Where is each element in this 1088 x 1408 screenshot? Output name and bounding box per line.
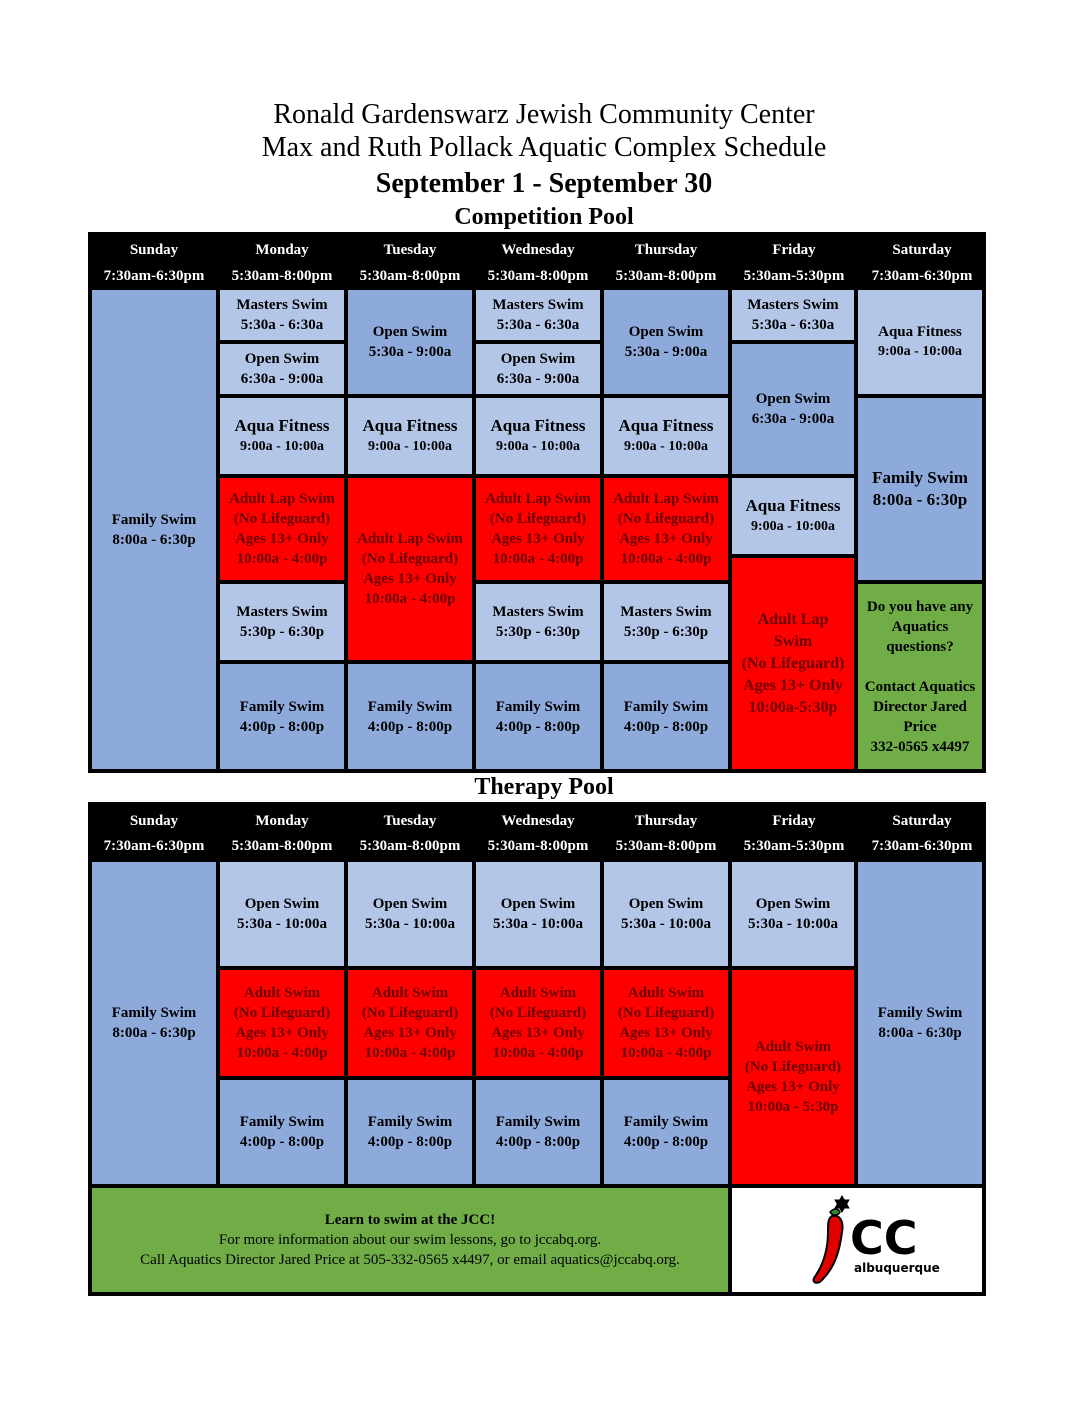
day-hours: 7:30am-6:30pm (103, 838, 205, 854)
logo-text: CC (850, 1211, 918, 1265)
ther-tuesday-open-swim: Open Swim 5:30a - 10:00a (344, 858, 476, 970)
comp-sunday-family-swim: Family Swim 8:00a - 6:30p (88, 286, 220, 773)
ther-thursday-open-swim: Open Swim 5:30a - 10:00a (600, 858, 732, 970)
day-hours: 5:30am-8:00pm (231, 838, 333, 854)
comp-friday-open-swim: Open Swim 6:30a - 9:00a (728, 340, 858, 478)
comp-monday-masters-pm: Masters Swim 5:30p - 6:30p (216, 580, 348, 664)
ther-thursday-adult-swim: Adult Swim (No Lifeguard) Ages 13+ Only 10:00a - 4:00p (600, 966, 732, 1080)
competition-day-header (88, 232, 986, 288)
day-hours: 5:30am-8:00pm (359, 268, 461, 284)
comp-thursday-adult-lap-swim: Adult Lap Swim (No Lifeguard) Ages 13+ Only 10:00a - 4:00p (600, 474, 732, 584)
comp-wednesday-adult-lap-swim: Adult Lap Swim (No Lifeguard) Ages 13+ Only 10:00a - 4:00p (472, 474, 604, 584)
day-hours: 5:30am-8:00pm (487, 838, 589, 854)
ther-sunday-family-swim: Family Swim 8:00a - 6:30p (88, 858, 220, 1188)
comp-saturday-family-swim: Family Swim 8:00a - 6:30p (854, 394, 986, 584)
comp-wednesday-masters-am: Masters Swim 5:30a - 6:30a (472, 286, 604, 344)
comp-wednesday-aqua-fitness: Aqua Fitness 9:00a - 10:00a (472, 394, 604, 478)
logo-subtext: albuquerque (854, 1261, 940, 1275)
comp-tuesday-aqua-fitness: Aqua Fitness 9:00a - 10:00a (344, 394, 476, 478)
center-name: Ronald Gardenswarz Jewish Community Center (273, 99, 815, 130)
comp-monday-open-swim: Open Swim 6:30a - 9:00a (216, 340, 348, 398)
day-name: Sunday (129, 813, 179, 829)
comp-monday-adult-lap-swim: Adult Lap Swim (No Lifeguard) Ages 13+ Only 10:00a - 4:00p (216, 474, 348, 584)
day-hours: 5:30am-5:30pm (743, 838, 845, 854)
comp-friday-masters-am: Masters Swim 5:30a - 6:30a (728, 286, 858, 344)
day-hours: 5:30am-5:30pm (743, 268, 845, 284)
comp-wednesday-masters-pm: Masters Swim 5:30p - 6:30p (472, 580, 604, 664)
day-hours: 5:30am-8:00pm (231, 268, 333, 284)
comp-friday-aqua-fitness: Aqua Fitness 9:00a - 10:00a (728, 474, 858, 558)
jcc-logo-box (728, 1184, 986, 1296)
ther-friday-adult-swim: Adult Swim (No Lifeguard) Ages 13+ Only 10:00a - 5:30p (728, 966, 858, 1188)
day-hours: 7:30am-6:30pm (871, 268, 973, 284)
day-hours: 5:30am-8:00pm (615, 838, 717, 854)
comp-thursday-aqua-fitness: Aqua Fitness 9:00a - 10:00a (600, 394, 732, 478)
day-name: Saturday (892, 813, 952, 829)
comp-monday-aqua-fitness: Aqua Fitness 9:00a - 10:00a (216, 394, 348, 478)
day-name: Thursday (634, 242, 698, 258)
comp-wednesday-family-swim: Family Swim 4:00p - 8:00p (472, 660, 604, 773)
day-name: Saturday (892, 242, 952, 258)
comp-friday-adult-lap-swim: Adult Lap Swim (No Lifeguard) Ages 13+ Only 10:00a-5:30p (728, 554, 858, 773)
comp-wednesday-open-swim: Open Swim 6:30a - 9:00a (472, 340, 604, 398)
therapy-day-header (88, 802, 986, 860)
ther-wednesday-family-swim: Family Swim 4:00p - 8:00p (472, 1076, 604, 1188)
therapy-pool-title: Therapy Pool (474, 774, 614, 800)
comp-monday-masters-am: Masters Swim 5:30a - 6:30a (216, 286, 348, 344)
ther-monday-open-swim: Open Swim 5:30a - 10:00a (216, 858, 348, 970)
day-hours: 5:30am-8:00pm (615, 268, 717, 284)
day-name: Monday (255, 813, 309, 829)
swim-lessons-contact: Call Aquatics Director Jared Price at 505-332-0565 x4497, or email aquatics@jccabq.org. (140, 1252, 680, 1268)
day-hours: 5:30am-8:00pm (487, 268, 589, 284)
jcc-logo (732, 1188, 982, 1292)
ther-monday-adult-swim: Adult Swim (No Lifeguard) Ages 13+ Only 10:00a - 4:00p (216, 966, 348, 1080)
ther-tuesday-adult-swim: Adult Swim (No Lifeguard) Ages 13+ Only 10:00a - 4:00p (344, 966, 476, 1080)
ther-wednesday-open-swim: Open Swim 5:30a - 10:00a (472, 858, 604, 970)
day-name: Tuesday (383, 242, 437, 258)
comp-thursday-masters-pm: Masters Swim 5:30p - 6:30p (600, 580, 732, 664)
comp-thursday-open-swim: Open Swim 5:30a - 9:00a (600, 286, 732, 398)
day-name: Wednesday (501, 242, 575, 258)
day-name: Monday (255, 242, 309, 258)
schedule-title: Max and Ruth Pollack Aquatic Complex Schedule (261, 132, 827, 163)
chile-pepper-icon (814, 1216, 843, 1283)
day-name: Friday (772, 242, 816, 258)
ther-saturday-family-swim: Family Swim 8:00a - 6:30p (854, 858, 986, 1188)
ther-thursday-family-swim: Family Swim 4:00p - 8:00p (600, 1076, 732, 1188)
ther-monday-family-swim: Family Swim 4:00p - 8:00p (216, 1076, 348, 1188)
competition-pool-title: Competition Pool (454, 204, 634, 230)
day-name: Thursday (634, 813, 698, 829)
day-name: Tuesday (383, 813, 437, 829)
ther-wednesday-adult-swim: Adult Swim (No Lifeguard) Ages 13+ Only 10:00a - 4:00p (472, 966, 604, 1080)
comp-saturday-questions: Do you have any Aquatics questions? Contact Aquatics Director Jared Price 332-0565 x4497 (854, 580, 986, 773)
date-range: September 1 - September 30 (375, 168, 713, 199)
comp-monday-family-swim: Family Swim 4:00p - 8:00p (216, 660, 348, 773)
swim-lessons-heading: Learn to swim at the JCC! (324, 1212, 496, 1228)
day-hours: 7:30am-6:30pm (103, 268, 205, 284)
swim-lessons-info (88, 1184, 732, 1296)
day-hours: 5:30am-8:00pm (359, 838, 461, 854)
day-hours: 7:30am-6:30pm (871, 838, 973, 854)
day-name: Sunday (129, 242, 179, 258)
comp-tuesday-open-swim: Open Swim 5:30a - 9:00a (344, 286, 476, 398)
day-name: Wednesday (501, 813, 575, 829)
comp-thursday-family-swim: Family Swim 4:00p - 8:00p (600, 660, 732, 773)
comp-saturday-aqua-fitness: Aqua Fitness 9:00a - 10:00a (854, 286, 986, 398)
comp-tuesday-family-swim: Family Swim 4:00p - 8:00p (344, 660, 476, 773)
comp-tuesday-adult-lap-swim: Adult Lap Swim (No Lifeguard) Ages 13+ Only 10:00a - 4:00p (344, 474, 476, 664)
ther-tuesday-family-swim: Family Swim 4:00p - 8:00p (344, 1076, 476, 1188)
ther-friday-open-swim: Open Swim 5:30a - 10:00a (728, 858, 858, 970)
swim-lessons-website: For more information about our swim lessons, go to jccabq.org. (218, 1232, 602, 1248)
day-name: Friday (772, 813, 816, 829)
